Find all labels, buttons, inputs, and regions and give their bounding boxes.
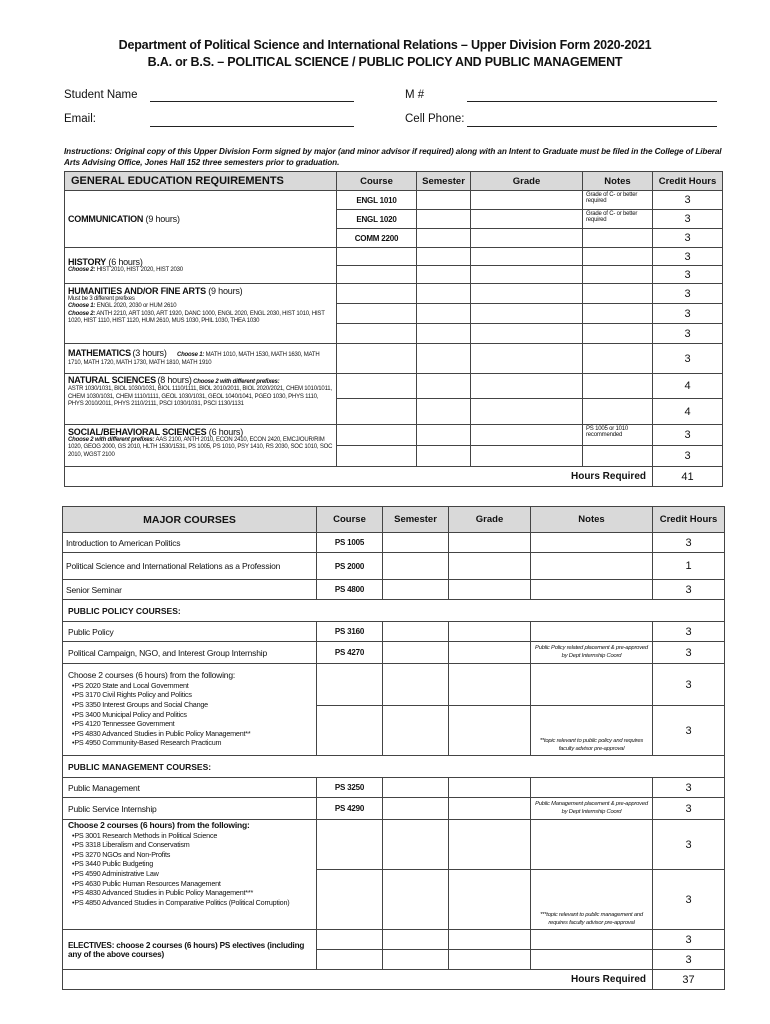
course-cell[interactable] — [317, 820, 383, 870]
major-course-name: Political Science and International Relations as a Profession — [63, 553, 317, 580]
credit-cell: 3 — [653, 191, 723, 210]
course-cell[interactable] — [337, 374, 417, 399]
communication-category: COMMUNICATION (9 hours) — [65, 191, 337, 248]
note-cell — [583, 374, 653, 399]
course-cell[interactable] — [317, 870, 383, 930]
credit-cell: 3 — [653, 533, 725, 553]
m-number-field[interactable] — [467, 101, 717, 102]
col-grade: Grade — [471, 172, 583, 191]
course-ps-3250: PS 3250 — [317, 778, 383, 798]
grade-cell[interactable] — [471, 266, 583, 284]
credit-cell: 3 — [653, 664, 725, 706]
course-cell[interactable] — [337, 425, 417, 446]
major-hours-required-label: Hours Required — [63, 970, 653, 990]
course-cell[interactable] — [337, 446, 417, 467]
course-engl-1020: ENGL 1020 — [337, 210, 417, 229]
credit-cell: 3 — [653, 870, 725, 930]
credit-cell: 3 — [653, 778, 725, 798]
natural-sciences-category: NATURAL SCIENCES (8 hours) Choose 2 with different prefixes: ASTR 1030/1031, BIOL 1030/1031, BIOL 1110/1111, BIOL 2010/2011, BIOL 2020/2021, CHEM 1010/1011, CHEM 1030/1031, CHEM 1110/1111, GEOL 1030/1031, GEOL 1040/1041, PGEO 1030, PHYS 1110, PHYS 2010/2011, PHYS 2110/2111, PSCI 1030/1031, PSCI 1130/1131 — [65, 374, 337, 425]
course-ps-1005: PS 1005 — [317, 533, 383, 553]
semester-cell[interactable] — [383, 642, 449, 664]
grade-cell[interactable] — [449, 553, 531, 580]
form-title-line2: B.A. or B.S. – POLITICAL SCIENCE / PUBLIC POLICY AND PUBLIC MANAGEMENT — [147, 55, 623, 69]
semester-cell[interactable] — [417, 374, 471, 399]
grade-cell[interactable] — [471, 324, 583, 344]
note-cell: ***topic relevant to public management and requires faculty advisor pre-approval — [531, 870, 653, 930]
grade-cell[interactable] — [471, 374, 583, 399]
note-cell: **topic relevant to public policy and requires faculty advisor pre-approval — [531, 706, 653, 756]
form-title-line1: Department of Political Science and International Relations – Upper Division Form 2020-2021 — [118, 38, 652, 52]
semester-cell[interactable] — [383, 950, 449, 970]
email-field[interactable] — [150, 126, 354, 127]
credit-cell: 3 — [653, 229, 723, 248]
credit-cell: 3 — [653, 304, 723, 324]
management-choose-list: Choose 2 courses (6 hours) from the following: •PS 3001 Research Methods in Political Science •PS 3318 Liberalism and Conservatism •PS 3270 NGOs and Non-Profits •PS 3440 Public Budgeting •PS 4590 Administrative Law •PS 4630 Public Human Resources Management •PS 4830 Advanced Studies in Public Policy Management*** •PS 4850 Advanced Studies in Comparative Politics (Political Corruption) — [63, 820, 317, 930]
credit-cell: 3 — [653, 324, 723, 344]
major-course-name: Political Campaign, NGO, and Interest Group Internship — [63, 642, 317, 664]
major-hours-required-value: 37 — [653, 970, 725, 990]
grade-cell[interactable] — [449, 930, 531, 950]
semester-cell[interactable] — [417, 210, 471, 229]
email-label: Email: — [64, 113, 96, 125]
course-engl-1010: ENGL 1010 — [337, 191, 417, 210]
major-table — [62, 506, 725, 990]
social-sciences-category: SOCIAL/BEHAVIORAL SCIENCES (6 hours) Choose 2 with different prefixes: AAS 2100, ANTH 2010, ECON 2410, ECON 2420, EMCJ/OUR/RIM 1020, GEOG 2000, GS 2010, HLTH 1530/1531, PS 1005, PS 1010, PSY 1410, RS 2030, SOC 1010, SOC 2010, WGST 2100 — [65, 425, 337, 467]
grade-cell[interactable] — [471, 210, 583, 229]
note-cell: Grade of C- or better required — [583, 210, 653, 229]
course-cell[interactable] — [337, 304, 417, 324]
grade-cell[interactable] — [471, 425, 583, 446]
semester-cell[interactable] — [417, 304, 471, 324]
major-course-name: Senior Seminar — [63, 580, 317, 600]
grade-cell[interactable] — [449, 798, 531, 820]
instructions: Instructions: Original copy of this Upper Division Form signed by major (and minor advisor if required) along with an Intent to Graduate must be filed in the College of Liberal Arts Advising Office, Jones Hall 152 three semesters prior to graduation. — [64, 147, 722, 167]
grade-cell[interactable] — [449, 706, 531, 756]
grade-cell[interactable] — [471, 344, 583, 374]
course-ps-3160: PS 3160 — [317, 622, 383, 642]
col-course: Course — [317, 507, 383, 533]
course-cell[interactable] — [337, 284, 417, 304]
note-cell — [531, 930, 653, 950]
public-policy-heading: PUBLIC POLICY COURSES: — [63, 600, 725, 622]
semester-cell[interactable] — [417, 344, 471, 374]
credit-cell: 3 — [653, 930, 725, 950]
credit-cell: 3 — [653, 950, 725, 970]
course-cell[interactable] — [317, 930, 383, 950]
semester-cell[interactable] — [417, 248, 471, 266]
semester-cell[interactable] — [383, 820, 449, 870]
public-management-heading: PUBLIC MANAGEMENT COURSES: — [63, 756, 725, 778]
semester-cell[interactable] — [383, 580, 449, 600]
note-cell — [583, 266, 653, 284]
semester-cell[interactable] — [417, 324, 471, 344]
semester-cell[interactable] — [383, 533, 449, 553]
note-cell — [583, 399, 653, 425]
course-cell[interactable] — [337, 266, 417, 284]
note-cell — [583, 446, 653, 467]
grade-cell[interactable] — [449, 533, 531, 553]
course-cell[interactable] — [337, 399, 417, 425]
credit-cell: 3 — [653, 446, 723, 467]
major-title: MAJOR COURSES — [63, 507, 317, 533]
col-semester: Semester — [417, 172, 471, 191]
note-cell — [531, 778, 653, 798]
grade-cell[interactable] — [471, 229, 583, 248]
note-cell — [531, 580, 653, 600]
m-number-label: M # — [405, 89, 425, 101]
note-cell — [583, 229, 653, 248]
semester-cell[interactable] — [383, 553, 449, 580]
grade-cell[interactable] — [471, 248, 583, 266]
credit-cell: 3 — [653, 580, 725, 600]
course-ps-4270: PS 4270 — [317, 642, 383, 664]
semester-cell[interactable] — [383, 930, 449, 950]
major-course-name: Introduction to American Politics — [63, 533, 317, 553]
note-cell — [531, 622, 653, 642]
student-name-label: Student Name — [64, 89, 138, 101]
semester-cell[interactable] — [417, 446, 471, 467]
semester-cell[interactable] — [417, 284, 471, 304]
student-name-field[interactable] — [150, 101, 354, 102]
credit-cell: 3 — [653, 798, 725, 820]
course-ps-4800: PS 4800 — [317, 580, 383, 600]
credit-cell: 3 — [653, 284, 723, 304]
major-course-name: Public Policy — [63, 622, 317, 642]
grade-cell[interactable] — [471, 304, 583, 324]
semester-cell[interactable] — [383, 798, 449, 820]
grade-cell[interactable] — [449, 820, 531, 870]
semester-cell[interactable] — [417, 191, 471, 210]
gen-ed-table — [64, 171, 723, 487]
col-notes: Notes — [531, 507, 653, 533]
col-grade: Grade — [449, 507, 531, 533]
note-cell — [583, 284, 653, 304]
grade-cell[interactable] — [449, 778, 531, 798]
credit-cell: 3 — [653, 622, 725, 642]
note-cell: Grade of C- or better required — [583, 191, 653, 210]
semester-cell[interactable] — [417, 266, 471, 284]
semester-cell[interactable] — [383, 622, 449, 642]
credit-cell: 3 — [653, 642, 725, 664]
grade-cell[interactable] — [449, 580, 531, 600]
semester-cell[interactable] — [383, 778, 449, 798]
cell-phone-field[interactable] — [467, 126, 717, 127]
grade-cell[interactable] — [449, 642, 531, 664]
policy-choose-list: Choose 2 courses (6 hours) from the following: •PS 2020 State and Local Government •PS 3170 Civil Rights Policy and Politics •PS 3350 Interest Groups and Social Change •PS 3400 Municipal Policy and Politics •PS 4120 Tennessee Government •PS 4830 Advanced Studies in Public Policy Management** •PS 4950 Community-Based Research Practicum — [63, 664, 317, 756]
cell-phone-label: Cell Phone: — [405, 113, 465, 125]
grade-cell[interactable] — [449, 664, 531, 706]
electives-label: ELECTIVES: choose 2 courses (6 hours) PS electives (including any of the above courses) — [63, 930, 317, 970]
semester-cell[interactable] — [417, 229, 471, 248]
grade-cell[interactable] — [449, 622, 531, 642]
grade-cell[interactable] — [471, 446, 583, 467]
col-credit: Credit Hours — [653, 172, 723, 191]
grade-cell[interactable] — [449, 870, 531, 930]
note-cell — [531, 553, 653, 580]
note-cell — [583, 304, 653, 324]
semester-cell[interactable] — [383, 706, 449, 756]
history-category: HISTORY (6 hours) Choose 2: HIST 2010, HIST 2020, HIST 2030 — [65, 248, 337, 284]
credit-cell: 4 — [653, 399, 723, 425]
semester-cell[interactable] — [417, 399, 471, 425]
course-cell[interactable] — [317, 950, 383, 970]
humanities-category: HUMANITIES AND/OR FINE ARTS (9 hours) Must be 3 different prefixes Choose 1: ENGL 2020, 2030 or HUM 2610 Choose 2: ANTH 2210, ART 1030, ART 1920, DANC 1000, ENGL 2020, ENGL 2030, HIST 1010, HIST 1020, HIST 1110, HIST 1120, HUM 2610, MUS 1030, PHIL 1030, THEA 1030 — [65, 284, 337, 344]
credit-cell: 3 — [653, 820, 725, 870]
credit-cell: 3 — [653, 425, 723, 446]
course-ps-2000: PS 2000 — [317, 553, 383, 580]
course-cell[interactable] — [337, 324, 417, 344]
note-cell: Public Policy related placement & pre-approved by Dept Internship Coord — [531, 642, 653, 664]
credit-cell: 3 — [653, 248, 723, 266]
credit-cell: 4 — [653, 374, 723, 399]
course-comm-2200: COMM 2200 — [337, 229, 417, 248]
note-cell — [531, 820, 653, 870]
semester-cell[interactable] — [383, 870, 449, 930]
credit-cell: 3 — [653, 266, 723, 284]
credit-cell: 3 — [653, 706, 725, 756]
credit-cell: 3 — [653, 344, 723, 374]
course-ps-4290: PS 4290 — [317, 798, 383, 820]
note-cell — [531, 664, 653, 706]
gen-ed-hours-required-label: Hours Required — [65, 467, 653, 487]
grade-cell[interactable] — [471, 284, 583, 304]
note-cell — [531, 533, 653, 553]
major-course-name: Public Service Internship — [63, 798, 317, 820]
note-cell: Public Management placement & pre-approved by Dept Internship Coord — [531, 798, 653, 820]
note-cell — [531, 950, 653, 970]
credit-cell: 3 — [653, 210, 723, 229]
major-course-name: Public Management — [63, 778, 317, 798]
course-cell[interactable] — [317, 706, 383, 756]
grade-cell[interactable] — [471, 399, 583, 425]
course-cell[interactable] — [317, 664, 383, 706]
gen-ed-hours-required-value: 41 — [653, 467, 723, 487]
semester-cell[interactable] — [383, 664, 449, 706]
grade-cell[interactable] — [471, 191, 583, 210]
grade-cell[interactable] — [449, 950, 531, 970]
gen-ed-title: GENERAL EDUCATION REQUIREMENTS — [65, 172, 337, 191]
note-cell — [583, 248, 653, 266]
col-notes: Notes — [583, 172, 653, 191]
note-cell — [583, 344, 653, 374]
col-credit: Credit Hours — [653, 507, 725, 533]
credit-cell: 1 — [653, 553, 725, 580]
semester-cell[interactable] — [417, 425, 471, 446]
note-cell — [583, 324, 653, 344]
col-course: Course — [337, 172, 417, 191]
course-cell[interactable] — [337, 344, 417, 374]
col-semester: Semester — [383, 507, 449, 533]
mathematics-category: MATHEMATICS (3 hours) Choose 1: MATH 1010, MATH 1530, MATH 1630, MATH 1710, MATH 1720, MATH 1730, MATH 1810, MATH 1910 — [65, 344, 337, 374]
course-cell[interactable] — [337, 248, 417, 266]
note-cell: PS 1005 or 1010 recommended — [583, 425, 653, 446]
